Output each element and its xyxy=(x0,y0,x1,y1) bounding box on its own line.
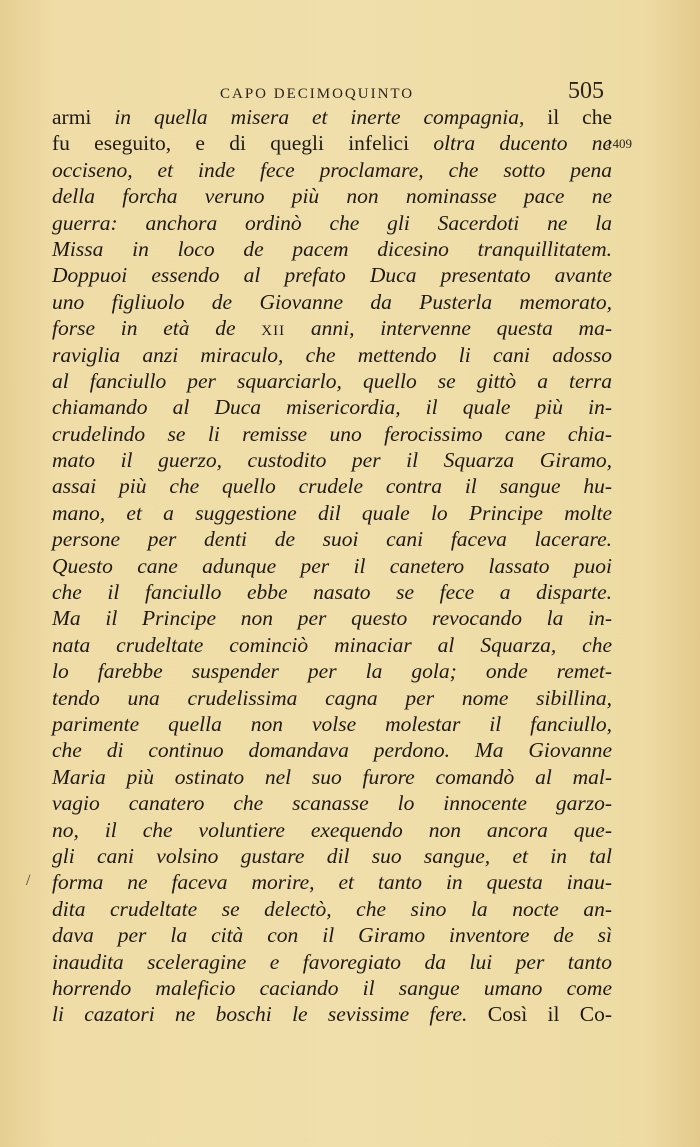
text-segment: Maria più ostinato nel suo furore comandò al mal- xyxy=(52,764,612,789)
text-line xyxy=(52,605,612,631)
text-segment: Questo cane adunque per il canetero lassato puoi xyxy=(52,553,612,578)
text-segment: parimente quella non volse molestar il fanciullo, xyxy=(52,711,612,736)
text-segment: lo farebbe suspender per la gola; onde remet- xyxy=(52,659,612,684)
margin-year-note: 1409 xyxy=(606,136,632,151)
text-line xyxy=(52,368,612,394)
text-segment: assai più che quello crudele contra il sangue hu- xyxy=(52,474,612,499)
page-number: 505 xyxy=(568,78,604,104)
text-segment: in quella misera et inerte compagnia xyxy=(114,105,520,129)
text-line xyxy=(52,817,612,843)
text-segment: nata crudeltate cominciò minaciar al Squarza, che xyxy=(52,632,612,657)
text-segment: mano, et a suggestione dil quale lo Principe molte xyxy=(52,500,612,525)
text-line xyxy=(52,289,612,315)
text-segment: raviglia anzi miraculo, che mettendo li cani adosso xyxy=(52,342,612,367)
text-line xyxy=(52,632,612,658)
text-segment: horrendo maleficio caciando il sangue umano come xyxy=(52,975,612,1000)
text-segment: che di continuo domandava perdono. Ma Giovanne xyxy=(52,738,612,763)
text-line xyxy=(52,236,612,262)
text-line xyxy=(52,394,612,420)
text-line xyxy=(52,130,612,156)
text-segment: Ma il Principe non per questo revocando la in- xyxy=(52,606,612,631)
body-text xyxy=(52,104,612,1028)
text-segment: xii xyxy=(261,316,286,341)
text-segment: inaudita sceleragine e favoregiato da lui per tanto xyxy=(52,949,612,974)
text-line xyxy=(52,737,612,763)
text-line xyxy=(52,579,612,605)
text-line xyxy=(52,658,612,684)
text-line xyxy=(52,949,612,975)
text-line xyxy=(52,843,612,869)
text-segment: fu eseguito, e di quegli infelici xyxy=(52,131,434,156)
running-head: CAPO DECIMOQUINTO xyxy=(220,86,415,102)
text-line xyxy=(52,157,612,183)
text-segment: che il fanciullo ebbe nasato se fece a disparte. xyxy=(52,580,612,605)
text-segment: della forcha veruno più non nominasse pace ne xyxy=(52,184,612,209)
text-segment: no, il che voluntiere exequendo non ancora que- xyxy=(52,817,612,842)
text-segment: mato il guerzo, custodito per il Squarza Giramo, xyxy=(52,448,612,473)
text-line xyxy=(52,922,612,948)
text-segment: gli cani volsino gustare dil suo sangue, et in tal xyxy=(52,843,612,868)
text-segment: al fanciullo per squarciarlo, quello se gittò a terra xyxy=(52,368,612,393)
text-line xyxy=(52,262,612,288)
text-line xyxy=(52,526,612,552)
text-line xyxy=(52,104,612,130)
text-segment: dava per la cità con il Giramo inventore de sì xyxy=(52,923,612,948)
text-segment: ne xyxy=(567,131,612,156)
text-line xyxy=(52,553,612,579)
text-segment: occiseno, et inde fece proclamare, che sotto pena xyxy=(52,157,612,182)
text-segment: Doppuoi essendo al prefato Duca presentato avante xyxy=(52,263,612,288)
text-segment: crudelindo se li remisse uno ferocissimo cane chia- xyxy=(52,421,612,446)
text-segment: tendo una crudelissima cagna per nome sibillina, xyxy=(52,685,612,710)
margin-mark: / xyxy=(26,872,31,889)
text-line xyxy=(52,447,612,473)
text-line xyxy=(52,711,612,737)
text-line xyxy=(52,975,612,1001)
text-segment: oltra ducento xyxy=(433,131,568,156)
text-line xyxy=(52,183,612,209)
text-segment: guerra: anchora ordinò che gli Sacerdoti ne la xyxy=(52,210,612,235)
text-segment: Missa in loco de pacem dicesino tranquillitatem. xyxy=(52,236,612,261)
text-segment: forma ne faceva morire, et tanto in questa inau- xyxy=(52,870,612,895)
text-line xyxy=(52,790,612,816)
text-segment: chiamando al Duca misericordia, il quale più in- xyxy=(52,395,612,420)
text-segment: armi xyxy=(52,105,115,129)
text-line xyxy=(52,869,612,895)
text-segment: li cazatori ne boschi le sevissime fere. xyxy=(52,1002,488,1027)
text-segment: uno figliuolo de Giovanne da Pusterla memorato, xyxy=(52,289,612,314)
text-line xyxy=(52,342,612,368)
text-segment: dita crudeltate se delectò, che sino la nocte an- xyxy=(52,896,612,921)
text-segment: , il che xyxy=(519,105,612,129)
text-segment: forse in età de xyxy=(52,316,262,341)
text-line xyxy=(52,315,612,341)
text-line xyxy=(52,210,612,236)
text-segment: vagio canatero che scanasse lo innocente garzo- xyxy=(52,791,612,816)
text-segment: persone per denti de suoi cani faceva lacerare. xyxy=(52,527,612,552)
text-line xyxy=(52,764,612,790)
text-line xyxy=(52,473,612,499)
text-line xyxy=(52,421,612,447)
text-line xyxy=(52,500,612,526)
text-segment: Così il Co- xyxy=(487,1002,612,1027)
text-line xyxy=(52,1001,612,1027)
text-line xyxy=(52,896,612,922)
text-line xyxy=(52,685,612,711)
text-segment: anni, intervenne questa ma- xyxy=(285,316,612,341)
